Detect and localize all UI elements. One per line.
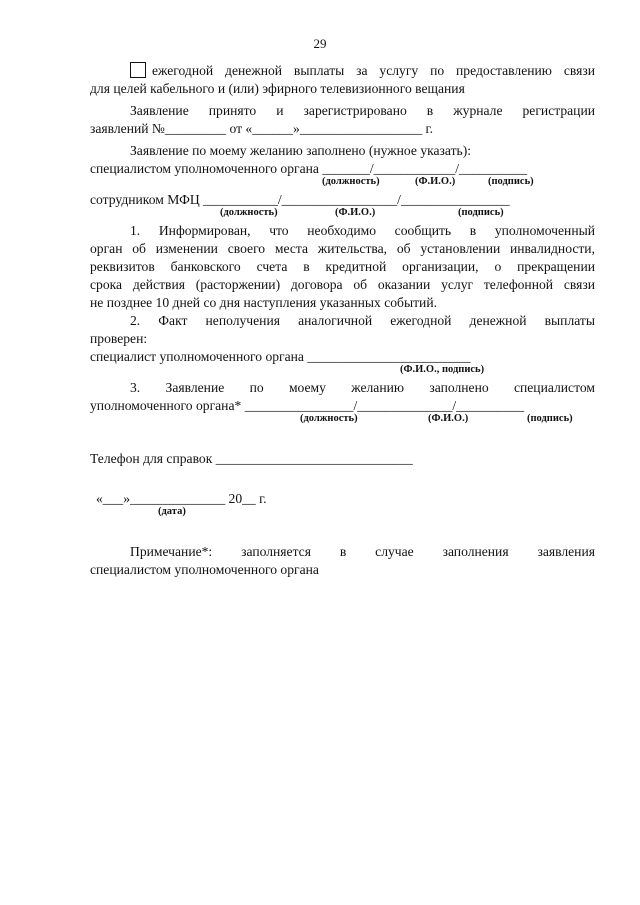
checkbox-option-text: ежегодной денежной выплаты за услугу по предоставлению связи bbox=[152, 63, 595, 78]
date-caption-row bbox=[90, 508, 595, 521]
item1-line: реквизитов банковского счета в кредитной организации, о прекращении bbox=[90, 259, 595, 274]
position-caption: (должность) bbox=[300, 413, 358, 424]
fio-signature-caption: (Ф.И.О., подпись) bbox=[400, 364, 485, 375]
item2-caption bbox=[90, 366, 595, 379]
specialist-signature-line: специалистом уполномоченного органа _______/____________/__________ bbox=[90, 161, 527, 176]
specialist-captions bbox=[90, 178, 595, 191]
checkbox-option-line bbox=[90, 62, 595, 80]
note-line: Примечание*: заполняется в случае заполнения заявления bbox=[130, 544, 595, 559]
item2-signer-line: специалист уполномоченного органа ________________________ bbox=[90, 349, 471, 364]
item2-line: 2. Факт неполучения аналогичной ежегодной денежной выплаты bbox=[130, 313, 595, 328]
mfc-signature-line: сотрудником МФЦ ___________/_________________/________________ bbox=[90, 192, 510, 207]
option-checkbox[interactable] bbox=[130, 62, 146, 78]
position-caption: (должность) bbox=[220, 207, 278, 218]
accepted-statement: Заявление принято и зарегистрировано в журнале регистрации bbox=[130, 103, 595, 118]
signature-caption: (подпись) bbox=[527, 413, 573, 424]
item3-captions bbox=[90, 415, 595, 428]
item1-line: 1. Информирован, что необходимо сообщить в уполномоченный bbox=[130, 223, 595, 238]
checkbox-option-text-cont: для целей кабельного и (или) эфирного телевизионного вещания bbox=[90, 81, 465, 96]
position-caption: (должность) bbox=[322, 176, 380, 187]
registration-number-line: заявлений №_________ от «______»__________________ г. bbox=[90, 121, 433, 136]
form-content bbox=[90, 62, 595, 579]
fio-caption: (Ф.И.О.) bbox=[335, 207, 376, 218]
item1-line: не позднее 10 дней со дня наступления указанных событий. bbox=[90, 295, 437, 310]
date-line: «___»______________ 20__ г. bbox=[96, 491, 267, 506]
page-number: 29 bbox=[313, 36, 327, 51]
signature-caption: (подпись) bbox=[488, 176, 534, 187]
item3-signature-line: уполномоченного органа* ________________/______________/__________ bbox=[90, 398, 525, 413]
note-line: специалистом уполномоченного органа bbox=[90, 562, 319, 577]
mfc-captions bbox=[90, 209, 595, 222]
fio-caption: (Ф.И.О.) bbox=[428, 413, 469, 424]
item1-line: срока действия (расторжении) договора об оказании услуг телефонной связи bbox=[90, 277, 595, 292]
filled-by-intro: Заявление по моему желанию заполнено (нужное указать): bbox=[130, 143, 472, 158]
signature-caption: (подпись) bbox=[458, 207, 504, 218]
fio-caption: (Ф.И.О.) bbox=[415, 176, 456, 187]
phone-line: Телефон для справок _____________________________ bbox=[90, 451, 413, 466]
item2-line: проверен: bbox=[90, 331, 148, 346]
date-caption: (дата) bbox=[158, 506, 186, 517]
item3-line: 3. Заявление по моему желанию заполнено специалистом bbox=[130, 380, 595, 395]
item1-line: орган об изменении своего места жительства, об установлении инвалидности, bbox=[90, 241, 595, 256]
